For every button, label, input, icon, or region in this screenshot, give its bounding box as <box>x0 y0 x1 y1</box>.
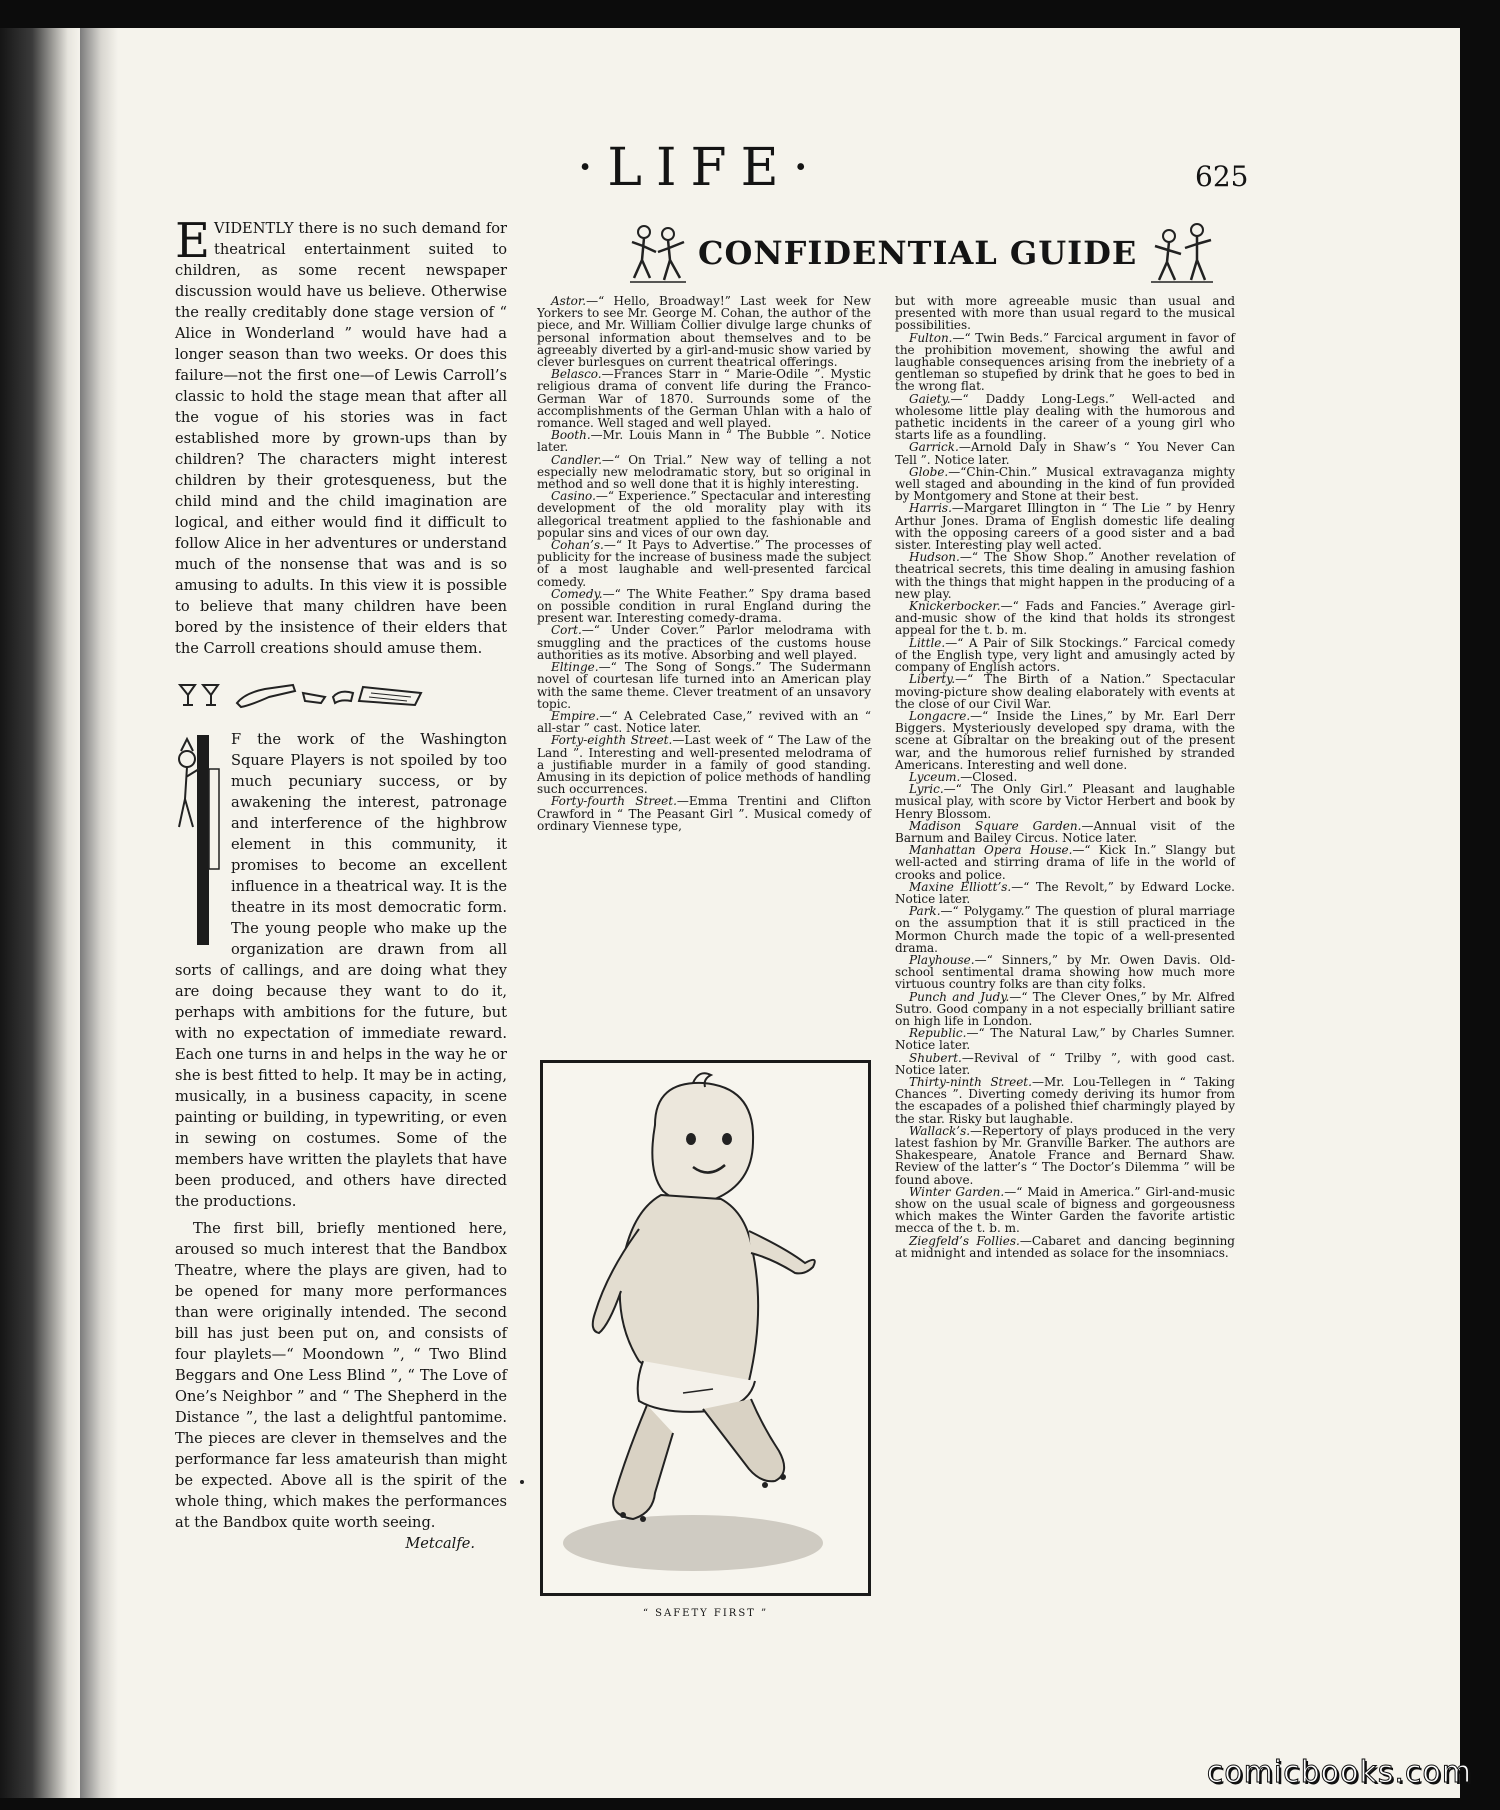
guide-entry <box>537 588 871 625</box>
guide-entry <box>895 710 1235 771</box>
theatre-name: Empire. <box>551 708 600 723</box>
entry-description: —Closed. <box>960 769 1018 784</box>
entry-description: —“ The Natural Law,” by Charles Sumner. Notice later. <box>895 1026 1235 1053</box>
guide-entry <box>537 490 871 539</box>
guide-heading <box>628 222 1228 284</box>
guide-column-middle <box>537 295 871 832</box>
guide-entry <box>895 393 1235 442</box>
entry-description: —“ Kick In.” Slangy but well-acted and stirring drama of life in the world of crooks and police. <box>895 843 1235 882</box>
entry-description: —“ The Show Shop.” Another revelation of theatrical secrets, this time dealing in amusing fashion with the things that might happen in the producing of a new play. <box>895 550 1235 601</box>
guide-column-right <box>895 295 1235 1259</box>
baby-drawing <box>543 1063 868 1593</box>
entry-description: —“ Sinners,” by Mr. Owen Davis. Old-school sentimental drama showing how much more virtuous country folks are than city folks. <box>895 952 1235 992</box>
guide-entry <box>895 905 1235 954</box>
watermark: comicbooks.com <box>1206 1755 1472 1790</box>
entry-description: —“ Maid in America.” Girl-and-music show on the usual scale of bigness and gorgeousness which makes the Winter Garden the favorite artistic mecca of the t. b. m. <box>895 1184 1235 1236</box>
guide-entry <box>895 1235 1235 1259</box>
guide-entry <box>895 551 1235 600</box>
theatre-name: Forty-fourth Street. <box>551 794 677 809</box>
article-washington-square <box>175 729 507 1554</box>
theatre-name: Maxine Elliott’s. <box>909 879 1012 894</box>
guide-entry <box>537 368 871 429</box>
guide-entry <box>537 295 871 368</box>
masthead: ·LIFE· <box>576 138 824 198</box>
entry-description: —Emma Trentini and Clifton Crawford in “ The Peasant Girl ”. Musical comedy of ordinary Viennese type, <box>537 794 871 833</box>
guide-entry <box>537 710 871 734</box>
theatre-name: Longacre. <box>909 708 971 723</box>
entry-description: —“ On Trial.” New way of telling a not especially new melodramatic story, but so original in method and so well done that it is highly interesting. <box>537 452 871 492</box>
entry-description: —“ A Celebrated Case,” revived with an “ all-star ” cast. Notice later. <box>537 708 871 736</box>
guide-entry <box>537 734 871 795</box>
entry-description: —Annual visit of the Barnum and Bailey Circus. Notice later. <box>895 818 1235 845</box>
entry-description: —Frances Starr in “ Marie-Odile ”. Mystic religious drama of convent life during the Franco-German War of 1870. Surrounds some of the accomplishments of the German Uhlan with a halo of romance. Well staged and well played. <box>537 367 871 431</box>
theatre-name: Punch and Judy. <box>909 989 1010 1004</box>
article-paragraph: The first bill, briefly mentioned here, aroused so much interest that the Bandbox Theatre, where the plays are given, had to be opened for many more performances than were originally intended. The second bill has just been put on, and consists of four playlets—“ Moondown ”, “ Two Blind Beggars and One Less Blind ”, “ The Love of One’s Neighbor ” and “ The Shepherd in the Distance ”, the last a delightful pantomime. The pieces are clever in themselves and the performance far less amateurish than might be expected. Above all is the spirit of the whole thing, which makes the performances at the Bandbox quite worth seeing. <box>175 1220 507 1531</box>
article-paragraph: F the work of the Washington Square Players is not spoiled by too much pecuniary success, or by awakening the interest, patronage and interference of the highbrow element in this community, it promises to become an excellent influence in a theatrical way. It is the theatre in its most democratic form. The young people who make up the organization are drawn from all sorts of callings, and are doing what they are doing because they want to do it, perhaps with ambitions for the future, but with no expectation of immediate reward. Each one turns in and helps in the way he or she is best fitted to help. It may be in acting, musically, in a business capacity, in scene painting or building, in typewriting, or even in sewing on costumes. Some of the members have written the playlets that have been produced, and others have directed the productions. <box>175 731 507 1210</box>
guide-entry <box>895 1027 1235 1051</box>
theatre-name: Liberty. <box>909 672 956 687</box>
ornament-icon <box>175 679 425 709</box>
entry-description: —Margaret Illington in “ The Lie ” by Henry Arthur Jones. Drama of English domestic life dealing with the opposing careers of a good sister and a bad sister. Interesting play well acted. <box>895 501 1235 553</box>
theatre-name: Manhattan Opera House. <box>909 843 1073 858</box>
guide-entry <box>895 466 1235 503</box>
theatre-name: Harris. <box>909 501 952 516</box>
guide-entry <box>895 844 1235 881</box>
illustration-caption: “ SAFETY FIRST ” <box>642 1608 769 1619</box>
entry-description: but with more agreeable music than usual and presented with more than usual regard to the musical possibilities. <box>895 294 1235 333</box>
theatre-name: Shubert. <box>909 1050 962 1065</box>
guide-entry <box>537 539 871 588</box>
theatre-name: Knickerbocker. <box>909 599 1001 614</box>
entry-description: —“ Daddy Long-Legs.” Well-acted and wholesome little play dealing with the humorous and pathetic incidents in the career of a young girl who starts life as a foundling. <box>895 391 1235 443</box>
entry-description: —“ It Pays to Advertise.” The processes of publicity for the increase of business made the subject of a most laughable and well-presented farcical comedy. <box>537 538 871 589</box>
page-gutter <box>0 28 80 1798</box>
ornament-divider <box>175 679 507 709</box>
theatre-name: Belasco. <box>551 367 602 382</box>
theatre-name: Ziegfeld’s Follies. <box>909 1233 1020 1248</box>
entry-description: —“ The Revolt,” by Edward Locke. Notice later. <box>895 879 1236 906</box>
theatre-name: Booth. <box>551 428 591 443</box>
baby-illustration <box>540 1060 871 1596</box>
editorial-column <box>175 213 507 1554</box>
theatre-name: Playhouse. <box>909 952 975 967</box>
entry-description: —“ Twin Beds.” Farcical argument in favor of the prohibition movement, showing the awful and laughable consequences arising from the inebriety of a gentleman so stupefied by drink that he goes to bed in the wrong flat. <box>895 330 1235 394</box>
entry-description: —“ Fads and Fancies.” Average girl-and-music show of the kind that holds its strongest appeal for the t. b. m. <box>895 599 1235 638</box>
entry-description: —“ A Pair of Silk Stockings.” Farcical comedy of the English type, very light and amusingly acted by company of English actors. <box>895 635 1235 675</box>
theatre-name: Wallack’s. <box>909 1123 971 1138</box>
theatre-name: Garrick. <box>909 440 959 455</box>
guide-entry <box>537 795 871 832</box>
guide-entry <box>895 502 1235 551</box>
decorated-initial <box>175 729 223 957</box>
entry-description: —Last week of “ The Law of the Land ”. Interesting and well-presented melodrama of a justifiable murder in a family of good standing. Amusing in its depiction of police methods of handling such occurrences. <box>537 733 871 797</box>
theatre-name: Casino. <box>551 489 596 504</box>
entry-description: —Cabaret and dancing beginning at midnight and intended as solace for the insomniacs. <box>895 1233 1235 1260</box>
guide-entry <box>895 441 1235 465</box>
guide-entry <box>537 454 871 491</box>
guide-entry <box>895 673 1235 710</box>
theatre-name: Lyric. <box>909 782 944 797</box>
theatre-name: Globe. <box>909 464 949 479</box>
entry-description: —Repertory of plays produced in the very latest fashion by Mr. Granville Barker. The authors are Shakespeare, Anatole France and Bernard Shaw. Review of the latter’s “ The Doctor’s Dilemma ” will be found above. <box>895 1123 1235 1187</box>
entry-description: —Mr. Louis Mann in “ The Bubble ”. Notice later. <box>537 428 871 455</box>
theatre-name: Gaiety. <box>909 391 951 406</box>
guide-title: CONFIDENTIAL GUIDE <box>698 234 1138 272</box>
guide-entry <box>895 600 1235 637</box>
guide-entry <box>537 624 871 661</box>
article-alice <box>175 213 507 659</box>
guide-entry <box>895 954 1235 991</box>
theatre-name: Little. <box>909 635 946 650</box>
guide-entry <box>537 429 871 453</box>
theatre-name: Cohan’s. <box>551 538 604 553</box>
theatre-name: Republic. <box>909 1026 967 1041</box>
article-text: VIDENTLY there is no such demand for theatrical entertainment suited to children, as some recent newspaper discussion would have us believe. Otherwise the really creditably done stage version of “ Alice in Wonderland ” would have had a longer season than two weeks. Or does this failure—not the first one—of Lewis Carroll’s classic to hold the stage mean that after all the vogue of his stories was in fact established more by grown-ups than by children? The characters might interest children by their grotesqueness, but the child mind and the child imagination are logical, and either would find it difficult to follow Alice in her adventures or understand much of the nonsense that was and is so amusing to adults. In this view it is possible to believe that many children have been bored by the insistence of their elders that the Carroll creations should amuse them. <box>175 220 507 657</box>
guide-entry <box>895 1125 1235 1186</box>
theatre-name: Comedy. <box>551 586 603 601</box>
guide-entry <box>895 1076 1235 1125</box>
theatre-name: Hudson. <box>909 550 960 565</box>
guide-entry <box>537 661 871 710</box>
theatre-name: Eltinge. <box>551 660 599 675</box>
entry-description: —“ The Song of Songs.” The Sudermann novel of courtesan life turned into an American play with the same theme. Clever treatment of an unsavory topic. <box>537 660 871 711</box>
entry-description: —“ Hello, Broadway!” Last week for New Yorkers to see Mr. George M. Cohan, the author of the piece, and Mr. William Collier divulge large chunks of personal information about themselves and to be agreeably diverted by a girl-and-music show varied by clever burlesques on current theatrical offerings. <box>537 294 871 370</box>
theatre-name: Fulton. <box>909 330 953 345</box>
guide-entry <box>895 1186 1235 1235</box>
theatre-name: Park. <box>909 904 941 919</box>
guide-entry <box>895 783 1235 820</box>
theatre-name: Madison Square Garden. <box>909 818 1082 833</box>
entry-description: —“ The Birth of a Nation.” Spectacular moving-picture show dealing elaborately with events at the close of our Civil War. <box>895 672 1235 711</box>
entry-description: —“ Inside the Lines,” by Mr. Earl Derr Biggers. Mysteriously developed spy drama, with the scene at Gibraltar on the breaking out of the present war, and the humorous relief furnished by stranded Americans. Interesting and well done. <box>895 708 1235 772</box>
jester-figures-icon <box>628 222 688 284</box>
entry-description: —Arnold Daly in Shaw’s “ You Never Can Tell ”. Notice later. <box>895 440 1235 467</box>
entry-description: —Revival of “ Trilby ”, with good cast. Notice later. <box>895 1050 1235 1077</box>
author-signature: Metcalfe. <box>405 1535 475 1552</box>
guide-entry <box>895 991 1235 1028</box>
entry-description: —“ The White Feather.” Spy drama based on possible condition in rural England during the present war. Interesting comedy-drama. <box>537 586 871 626</box>
theatre-name: Astor. <box>551 294 587 308</box>
entry-description: —“ Experience.” Spectacular and interesting development of the old morality play with its allegorical treatment applied to the fashionable and popular sins and vices of our own day. <box>537 489 871 540</box>
page-number: 625 <box>1195 160 1249 193</box>
print-mark <box>520 1480 524 1484</box>
entry-description: —Mr. Lou-Tellegen in “ Taking Chances ”. Diverting comedy deriving its humor from the escapades of a polished thief charmingly played by the star. Risky but laughable. <box>895 1075 1235 1126</box>
guide-entry <box>895 881 1235 905</box>
guide-entry <box>895 1052 1235 1076</box>
entry-description: —“ Under Cover.” Parlor melodrama with smuggling and the practices of the customs house authorities as its motive. Absorbing and well played. <box>537 623 871 662</box>
jester-initial-icon <box>175 729 223 957</box>
page-fold-shadow <box>80 28 118 1798</box>
guide-entry <box>895 332 1235 393</box>
guide-entry <box>895 820 1235 844</box>
entry-description: —“ Polygamy.” The question of plural marriage on the assumption that it is still practiced in the Mormon Church made the topic of a well-presented drama. <box>895 904 1235 955</box>
theatre-name: Candler. <box>551 452 602 467</box>
guide-entry <box>895 295 1235 332</box>
theatre-name: Forty-eighth Street. <box>551 733 673 748</box>
jester-figures-icon <box>1147 222 1217 284</box>
entry-description: —“Chin-Chin.” Musical extravaganza mighty well staged and abounding in the kind of fun provided by Montgomery and Stone at their best. <box>895 464 1235 504</box>
theatre-name: Lyceum. <box>909 769 961 784</box>
theatre-name: Thirty-ninth Street. <box>909 1075 1032 1089</box>
theatre-name: Winter Garden. <box>909 1184 1005 1199</box>
guide-entry <box>895 637 1235 674</box>
entry-description: —“ The Clever Ones,” by Mr. Alfred Sutro. Good company in a not especially brilliant satire on high life in London. <box>895 989 1235 1028</box>
entry-description: —“ The Only Girl.” Pleasant and laughable musical play, with score by Victor Herbert and book by Henry Blossom. <box>895 782 1235 821</box>
theatre-name: Cort. <box>551 623 582 638</box>
drop-cap: E <box>175 213 211 269</box>
